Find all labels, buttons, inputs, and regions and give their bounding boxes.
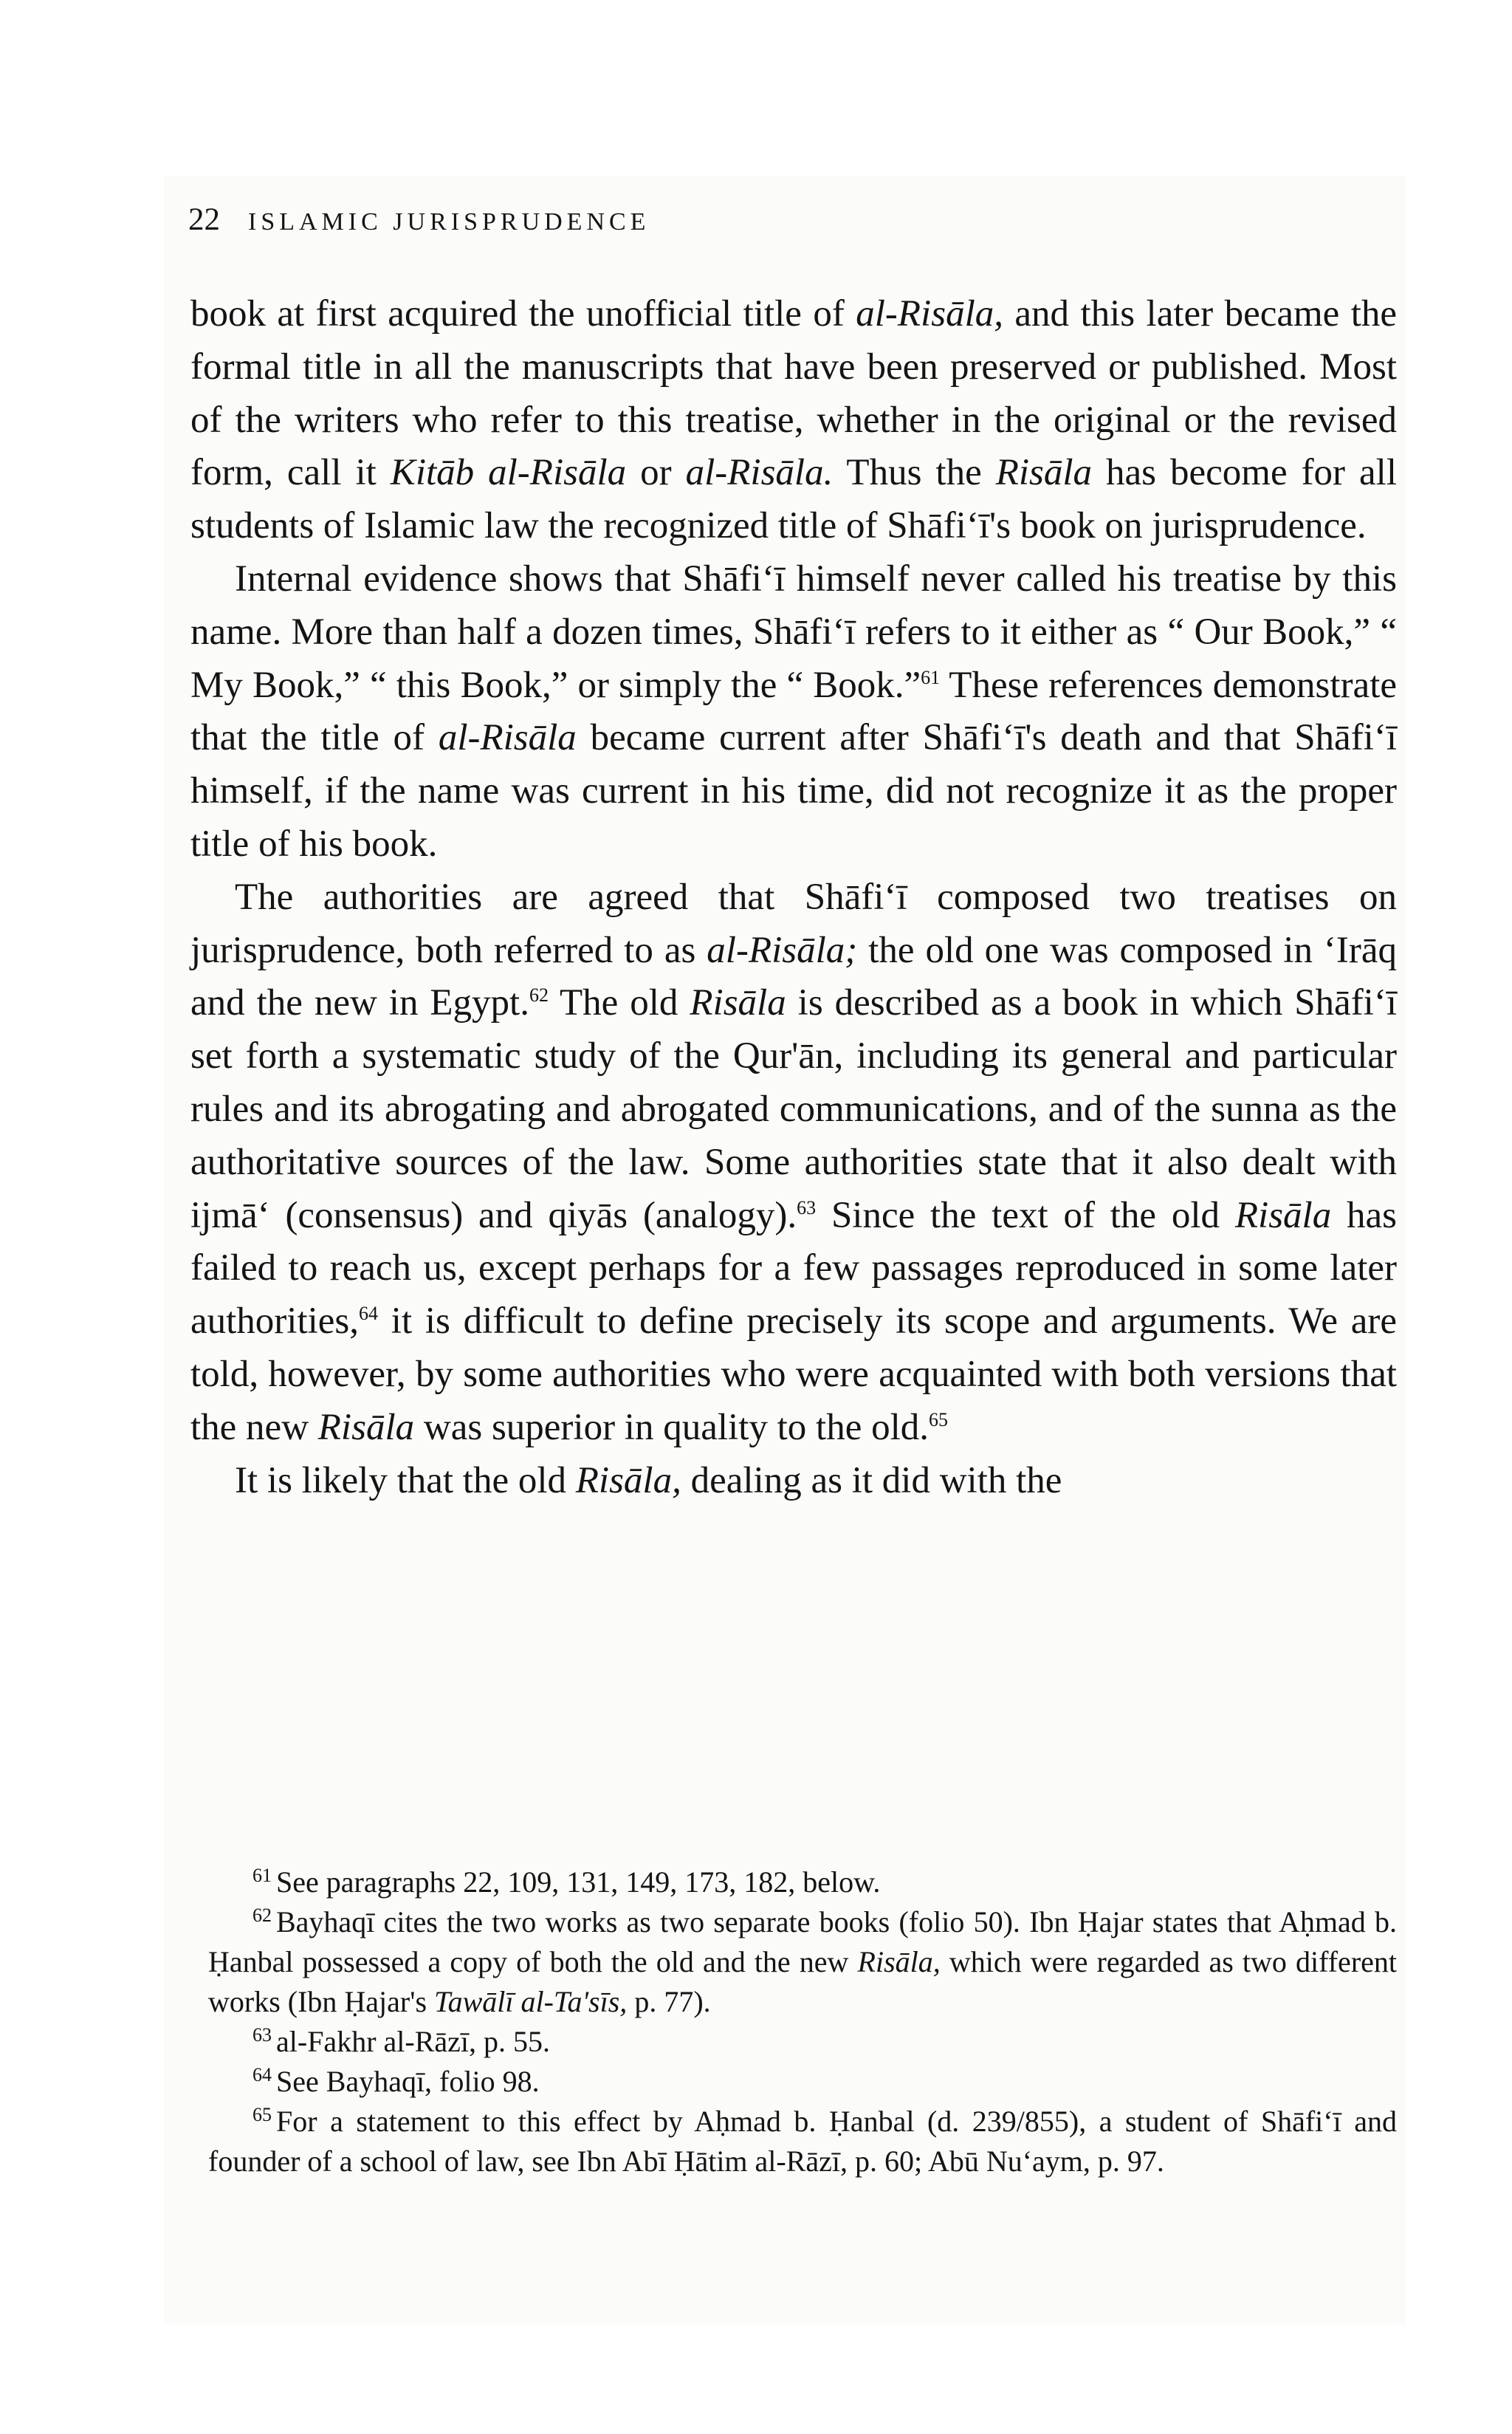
footnote-number: 62 bbox=[252, 1904, 272, 1926]
footnote-text: See paragraphs 22, 109, 131, 149, 173, 182, below. bbox=[276, 1865, 881, 1899]
footnote-number: 63 bbox=[252, 2023, 272, 2046]
text-run: The authorities are agreed that Shāfi‘ī composed two treatises on jurisprudence, both referred to as bbox=[190, 876, 1397, 971]
text-run: has failed to reach us, except perhaps for a few passages reproduced in some later authorities, bbox=[190, 1194, 1398, 1343]
text-run: book at first acquired the unofficial title of bbox=[190, 293, 856, 335]
footnote-reference: 65 bbox=[929, 1408, 949, 1430]
paragraph bbox=[190, 288, 1397, 553]
text-run: became current after Shāfi‘ī's death and that Shāfi‘ī himself, if the name was current in his time, did not recognize it as the proper title of his book. bbox=[190, 717, 1398, 865]
italic-title: Risāla bbox=[317, 1406, 415, 1448]
italic-title: al-Risāla. bbox=[685, 452, 834, 494]
italic-title: Risāla bbox=[690, 982, 786, 1024]
italic-title: al-Risāla bbox=[438, 717, 577, 759]
footnote-63 bbox=[208, 2022, 1397, 2062]
italic-title: al-Risāla, bbox=[856, 293, 1003, 335]
footnote-62 bbox=[208, 1902, 1397, 2022]
footnote-text: p. 77). bbox=[627, 1985, 711, 2018]
footnote-number: 64 bbox=[252, 2063, 272, 2085]
text-run: was superior in quality to the old. bbox=[414, 1406, 929, 1448]
paragraph bbox=[190, 553, 1397, 871]
text-run: or bbox=[626, 452, 686, 494]
italic-title: Tawālī al-Ta'sīs, bbox=[434, 1985, 628, 2018]
running-title: ISLAMIC JURISPRUDENCE bbox=[248, 208, 650, 236]
italic-title: Risāla bbox=[1234, 1194, 1332, 1236]
footnote-number: 61 bbox=[252, 1864, 272, 1886]
running-header bbox=[188, 198, 650, 244]
body-text bbox=[190, 288, 1397, 1507]
italic-title: Risāla bbox=[995, 452, 1093, 494]
text-run: has become for all students of Islamic law the recognized title of Shāfi‘ī's book on jurisprudence. bbox=[190, 452, 1397, 547]
text-run: The old bbox=[548, 982, 690, 1024]
footnote-reference: 62 bbox=[529, 984, 549, 1007]
footnote-text: Bayhaqī cites the two works as two separate books (folio 50). Ibn Ḥajar states that Aḥmad b. Ḥanbal possessed a copy of both the old and the new bbox=[208, 1905, 1397, 1978]
text-run: Since the text of the old bbox=[816, 1194, 1235, 1236]
italic-title: al-Risāla; bbox=[707, 929, 858, 971]
text-run: These references demonstrate that the title of bbox=[190, 664, 1397, 759]
text-run: Internal evidence shows that Shāfi‘ī himself never called his treatise by this name. More than half a dozen times, Shāfi‘ī refers to it either as “ Our Book,” “ My Book,” “ this Book,” or simply the “ Book.” bbox=[190, 558, 1397, 706]
italic-title: Kitāb al-Risāla bbox=[390, 452, 627, 494]
footnotes bbox=[208, 1862, 1397, 2181]
paragraph bbox=[190, 1455, 1397, 1508]
footnote-reference: 64 bbox=[359, 1303, 379, 1325]
text-run: is described as a book in which Shāfi‘ī set forth a systematic study of the Qur'ān, including its general and particular rules and its abrogating and abrogated communications, and of the sunna as the authoritative sources of the law. Some authorities state that it also dealt with ijmā‘ (consensus) and qiyās (analogy). bbox=[190, 982, 1397, 1236]
text-run: It is likely that the old bbox=[235, 1459, 576, 1501]
footnote-text: See Bayhaqī, folio 98. bbox=[276, 2065, 540, 2098]
footnote-number: 65 bbox=[252, 2103, 272, 2125]
footnote-reference: 61 bbox=[921, 666, 941, 688]
italic-title: Risāla, bbox=[857, 1945, 941, 1978]
page-number: 22 bbox=[188, 202, 220, 237]
italic-title: Risāla, bbox=[575, 1459, 681, 1501]
footnote-text: al-Fakhr al-Rāzī, p. 55. bbox=[276, 2025, 550, 2058]
text-run: Thus the bbox=[833, 452, 996, 494]
footnote-text: For a statement to this effect by Aḥmad b. Ḥanbal (d. 239/855), a student of Shāfi‘ī and founder of a school of law, see Ibn Abī Ḥātim al-Rāzī, p. 60; Abū Nu‘aym, p. 97. bbox=[208, 2105, 1397, 2178]
text-run: and this later became the formal title in all the manuscripts that have been preserved or published. Most of the writers who refer to this treatise, whether in the original or the revised form, call it bbox=[190, 293, 1397, 494]
text-run: the old one was composed in ‘Irāq and the new in Egypt. bbox=[190, 929, 1397, 1024]
footnote-65 bbox=[208, 2102, 1397, 2181]
footnote-64 bbox=[208, 2062, 1397, 2102]
text-run: dealing as it did with the bbox=[681, 1459, 1062, 1501]
text-run: it is difficult to define precisely its scope and arguments. We are told, however, by some authorities who were acquainted with both versions that the new bbox=[190, 1300, 1397, 1448]
footnote-text: which were regarded as two different works (Ibn Ḥajar's bbox=[208, 1945, 1398, 2018]
footnote-reference: 63 bbox=[797, 1196, 817, 1218]
paragraph bbox=[190, 871, 1397, 1455]
footnote-61 bbox=[208, 1862, 1397, 1902]
